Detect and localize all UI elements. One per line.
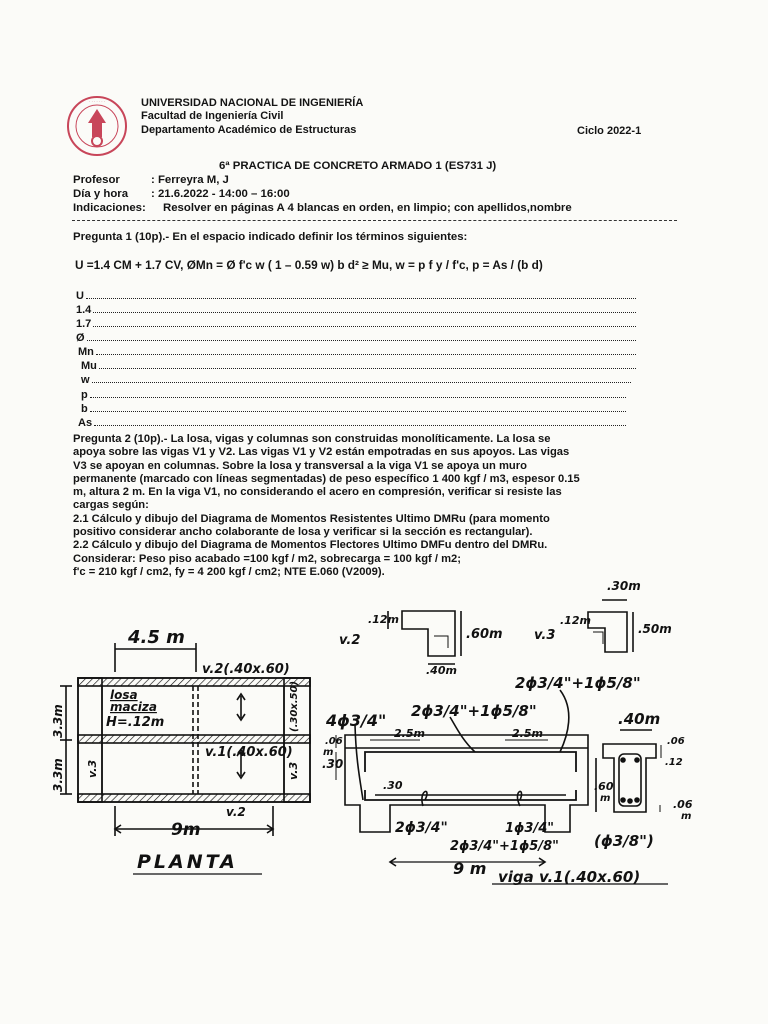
instructions-value: Resolver en páginas A 4 blancas en orden, en limpio; con apellidos,nombre — [163, 202, 572, 214]
instructions-label: Indicaciones: — [73, 202, 146, 214]
term-label: Ø — [76, 332, 85, 344]
plan-v3-left: v.3 — [86, 759, 99, 778]
q2-line: 2.1 Cálculo y dibujo del Diagrama de Momentos Resistentes Ultimo DMRu (para momento — [73, 512, 550, 525]
term-line[interactable] — [81, 388, 626, 401]
elev-bar-mid: 2ϕ3/4"+1ϕ5/8" — [411, 702, 537, 720]
xsec-cover-bot: .06 — [673, 798, 693, 811]
v3-height: .50m — [638, 622, 672, 636]
xsec-cover-top2: .12 — [665, 757, 683, 768]
plan-v3-right: v.3 — [287, 761, 300, 780]
q1-prompt: Pregunta 1 (10p).- En el espacio indicado definir los términos siguientes: — [73, 231, 468, 243]
term-label: 1.4 — [76, 304, 92, 316]
plan-title: PLANTA — [137, 851, 238, 873]
term-line[interactable] — [76, 289, 636, 302]
term-line[interactable] — [76, 317, 636, 330]
elev-bar-right: 2ϕ3/4"+1ϕ5/8" — [515, 674, 641, 692]
xsec-width: .40m — [618, 710, 661, 728]
elev-title: viga v.1(.40x.60) — [498, 868, 641, 886]
term-line[interactable] — [81, 402, 626, 415]
plan-slab-3: H=.12m — [106, 715, 165, 730]
elev-bot-right: 1ϕ3/4" — [505, 821, 555, 836]
q2-line: apoya sobre las vigas V1 y V2. Las vigas V1 y V2 están empotradas en sus apoyos. Las vigas — [73, 446, 570, 459]
term-line[interactable] — [78, 345, 636, 358]
university-name: UNIVERSIDAD NACIONAL DE INGENIERÍA — [141, 97, 364, 109]
xsec-cover-bot-m: m — [681, 811, 692, 822]
term-label: As — [78, 417, 93, 429]
q2-line: Considerar: Peso piso acabado =100 kgf / m2, sobrecarga = 100 kgf / m2; — [73, 552, 461, 565]
date-label: Día y hora — [73, 188, 129, 200]
plan-dim-33-bot: 3.3m — [51, 758, 65, 792]
xsec-height: .60 — [594, 780, 614, 793]
term-label: U — [76, 290, 84, 302]
v3-top-width: .30m — [607, 579, 641, 593]
separator-line — [72, 220, 677, 221]
term-label: b — [81, 403, 88, 415]
elev-dim-25a: 2.5m — [394, 727, 425, 740]
term-label: Mn — [78, 346, 94, 358]
q2-line: positivo considerar ancho colaborante de losa y verificar si la sección es rectangular). — [73, 526, 533, 539]
xsec-stirrup: (ϕ3/8") — [594, 832, 654, 850]
v2-thk: .12m — [368, 613, 399, 626]
plan-v2-label: v.2(.40x.60) — [202, 662, 290, 677]
xsec-cover-top: .06 — [667, 736, 685, 747]
v3-thk: .12m — [560, 614, 591, 627]
plan-dim-30x50: (.30x.50) — [289, 680, 300, 732]
plan-v1-label: v.1(.40x.60) — [205, 745, 293, 760]
q2-line: Pregunta 2 (10p).- La losa, vigas y columnas son construidas monolíticamente. La losa se — [73, 433, 551, 445]
term-line[interactable] — [78, 416, 626, 429]
svg-text:· · · · · · ·: · · · · · · · — [89, 99, 105, 104]
elev-bot-mid: 2ϕ3/4"+1ϕ5/8" — [450, 839, 559, 854]
v2-label: v.2 — [339, 633, 361, 648]
elev-dim-m: m — [323, 747, 334, 758]
elev-bot-left: 2ϕ3/4" — [395, 820, 448, 836]
elev-dim-25b: 2.5m — [512, 727, 543, 740]
professor-value: : Ferreyra M, J — [151, 174, 229, 186]
plan-slab-2: maciza — [110, 700, 157, 714]
q2-line: f'c = 210 kgf / cm2, fy = 4 200 kgf / cm2; NTE E.060 (V2009). — [73, 565, 385, 578]
plan-dim-top: 4.5 m — [128, 627, 185, 648]
v2-height: .60m — [466, 627, 503, 642]
xsec-height-m: m — [600, 793, 611, 804]
elev-dim-30: .30 — [322, 757, 344, 771]
q2-line: 2.2 Cálculo y dibujo del Diagrama de Momentos Flectores Ultimo DMFu dentro del DMRu. — [73, 539, 548, 552]
term-label: Mu — [81, 360, 97, 372]
term-label: p — [81, 389, 88, 401]
q2-line: m, altura 2 m. En la viga V1, no considerando el acero en compresión, verificar si resiste las — [73, 486, 562, 499]
q1-formula: U =1.4 CM + 1.7 CV, ØMn = Ø f'c w ( 1 – 0.59 w) b d² ≥ Mu, w = p f y / f'c, p = As / (b d) — [75, 258, 543, 272]
exam-title: 6ª PRACTICA DE CONCRETO ARMADO 1 (ES731 J) — [219, 160, 497, 172]
seal-icon — [66, 93, 128, 159]
q2-line: cargas según: — [73, 499, 149, 512]
section-v3 — [588, 600, 633, 652]
plan-slab-1: losa — [110, 688, 138, 702]
term-label: 1.7 — [76, 318, 92, 330]
plan-v2-bottom: v.2 — [226, 805, 246, 819]
v2-width: .40m — [426, 664, 457, 677]
elev-span: 9 m — [453, 859, 487, 878]
q2-line: permanente (marcado con líneas segmentadas) de peso específico 1 400 kgf / m3, espesor 0.15 — [73, 472, 580, 485]
q2-statement — [73, 433, 693, 579]
professor-label: Profesor — [73, 174, 120, 186]
term-line[interactable] — [81, 373, 631, 386]
elev-dim-06: .06 — [325, 736, 343, 747]
q2-line: V3 se apoyan en columnas. Sobre la losa y transversal a la viga V1 se apoya un muro — [73, 459, 527, 472]
plan-dim-bottom: 9m — [171, 820, 201, 840]
elev-bar-left: 4ϕ3/4" — [326, 711, 387, 730]
elev-dim-30b: .30 — [383, 779, 403, 792]
term-label: w — [81, 374, 90, 386]
structural-sketch — [0, 579, 768, 900]
university-seal-logo — [66, 93, 128, 159]
date-value: : 21.6.2022 - 14:00 – 16:00 — [151, 188, 290, 200]
term-line[interactable] — [81, 359, 636, 372]
cycle-label: Ciclo 2022-1 — [577, 125, 642, 137]
v3-label: v.3 — [534, 628, 556, 643]
term-line[interactable] — [76, 331, 636, 344]
plan-dim-33-top: 3.3m — [51, 704, 65, 738]
term-line[interactable] — [76, 303, 636, 316]
department-name: Departamento Académico de Estructuras — [141, 124, 357, 136]
faculty-name: Facultad de Ingeniería Civil — [141, 110, 284, 122]
